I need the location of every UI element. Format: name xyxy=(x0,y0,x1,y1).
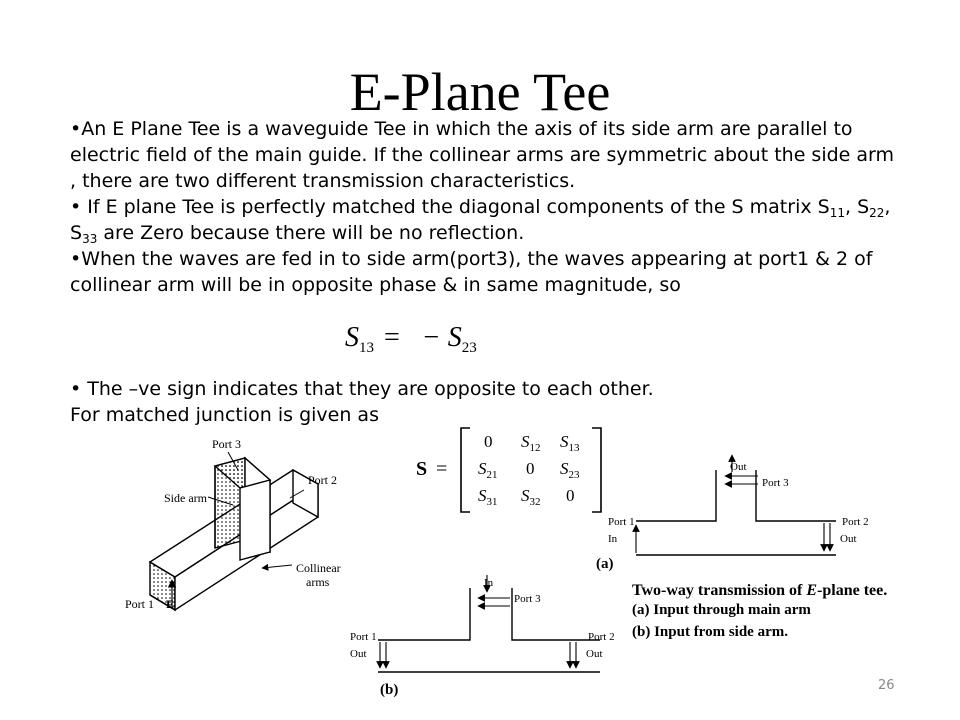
caption-line3: (b) Input from side arm. xyxy=(632,624,788,640)
matrix-cell-31: $S_{31}$ xyxy=(478,486,498,508)
bullet-side-arm: •When the waves are fed in to side arm(port3), the waves appearing at port1 & 2 of collinear arm will be in opposite phase & in same magnitude, so xyxy=(70,248,873,296)
tee-e-label: E xyxy=(166,597,175,611)
matrix-cell-13: $S_{13}$ xyxy=(560,432,580,454)
bullet-sign: • The –ve sign indicates that they are opposite to each other. xyxy=(70,378,654,400)
e-plane-tee-figure xyxy=(150,452,318,610)
diagram-a-in-label: In xyxy=(608,533,618,545)
diagram-b-port3-label: Port 3 xyxy=(514,593,541,605)
caption-line2: (a) Input through main arm xyxy=(632,602,811,618)
diagram-a-label: (a) xyxy=(596,556,614,572)
matrix-cell-22: 0 xyxy=(526,459,535,478)
diagram-b-in-label: In xyxy=(484,577,494,589)
diagram-b-out1-label: Out xyxy=(350,648,367,660)
matrix-cell-12: $S_{12}$ xyxy=(521,432,541,454)
tee-collinear-label: Collinear xyxy=(296,561,341,575)
diagram-a-port3-label: Port 3 xyxy=(762,477,789,489)
slide-title: E-Plane Tee xyxy=(349,62,611,122)
bullet-matched: • If E plane Tee is perfectly matched the diagonal components of the S matrix $S_{11}$, $S_{22}$, $S_{33}$ are Zero because there will be no reflection. xyxy=(70,196,891,246)
figure-caption xyxy=(632,582,887,640)
matrix-left-bracket xyxy=(461,428,470,512)
matrix-cell-32: $S_{32}$ xyxy=(521,486,541,508)
diagram-a-port1-label: Port 1 xyxy=(608,516,635,528)
equation-s13: $S_{13}$ = − $S_{23}$ xyxy=(345,322,477,356)
caption-line1: Two-way transmission of E-plane tee. xyxy=(632,582,888,599)
tee-port3-label: Port 3 xyxy=(212,437,242,451)
diagram-b-label: (b) xyxy=(380,682,399,698)
diagram-b-labels xyxy=(350,577,615,698)
diagram-b-port2-label: Port 2 xyxy=(588,631,615,643)
diagram-b-port1-label: Port 1 xyxy=(350,631,377,643)
matrix-cell-21: $S_{21}$ xyxy=(478,459,498,481)
matrix-right-bracket xyxy=(592,428,601,512)
matrix-cell-33: 0 xyxy=(566,486,575,505)
slide-number: 26 xyxy=(878,678,895,693)
diagram-a-out2-label: Out xyxy=(840,533,857,545)
matched-junction-line: For matched junction is given as xyxy=(70,404,379,426)
tee-port1-label: Port 1 xyxy=(125,597,155,611)
matrix-label: S xyxy=(416,458,428,480)
matrix-equals: = xyxy=(436,458,448,480)
diagram-b xyxy=(378,575,600,672)
tee-side-arm-label: Side arm xyxy=(164,491,207,505)
bullet-definition: •An E Plane Tee is a waveguide Tee in which the axis of its side arm are parallel to electric field of the main guide. If the collinear arms are symmetric about the side arm , there are two different transmission characteristics. xyxy=(70,118,895,192)
tee-port2-label: Port 2 xyxy=(308,473,338,487)
diagram-b-out2-label: Out xyxy=(586,648,603,660)
tee-arms-label: arms xyxy=(306,575,330,589)
s-matrix xyxy=(416,428,601,512)
matrix-cell-11: 0 xyxy=(484,432,493,451)
matrix-cell-23: $S_{23}$ xyxy=(560,459,580,481)
diagram-a-out-label: Out xyxy=(730,461,747,473)
diagram-a-port2-label: Port 2 xyxy=(842,516,869,528)
